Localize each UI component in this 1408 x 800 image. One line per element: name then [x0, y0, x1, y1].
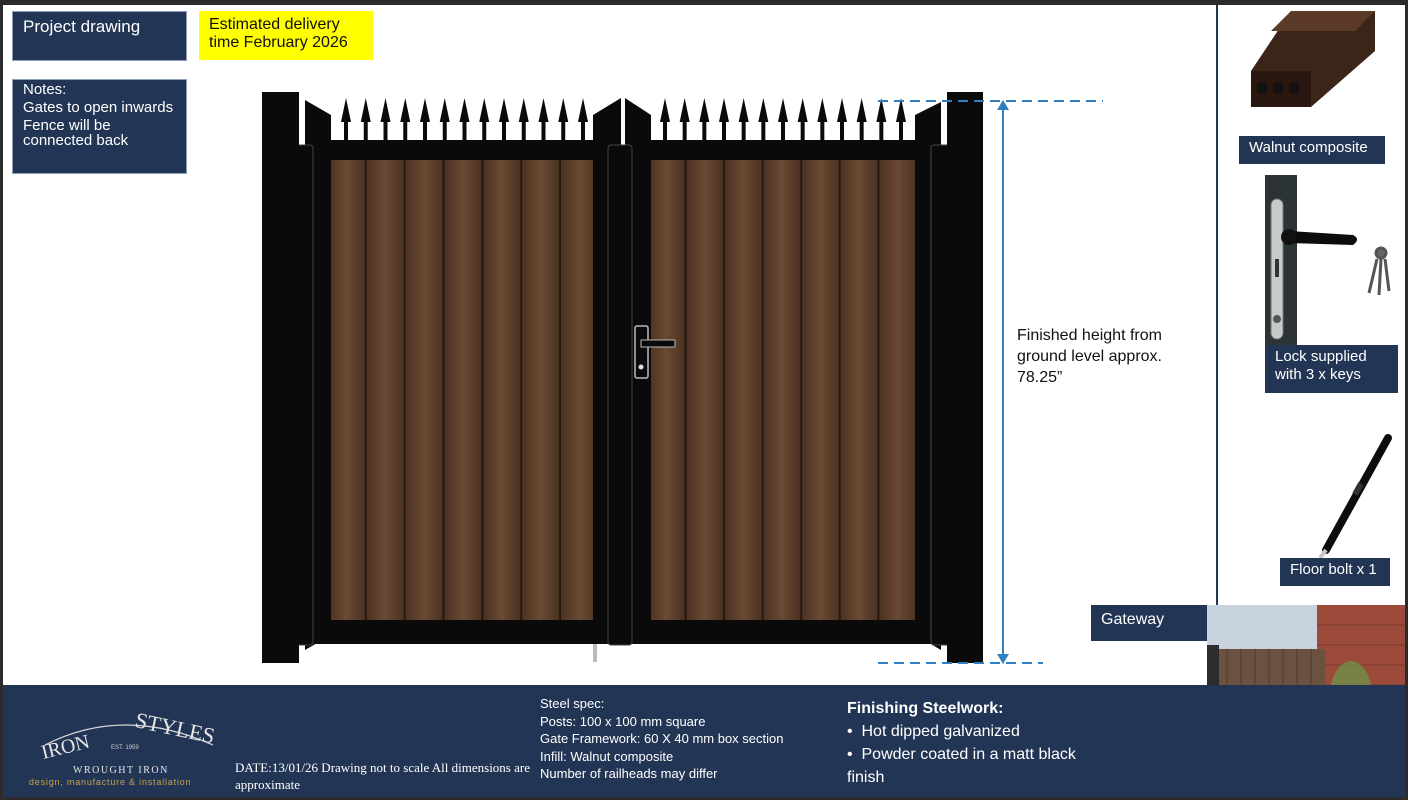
composite-board [445, 158, 482, 620]
composite-board [406, 158, 443, 620]
finishing-heading: Finishing Steelwork: [847, 700, 1004, 717]
finishing-item [847, 743, 1087, 789]
right-railheads [660, 98, 906, 140]
gateway-label: Gateway [1091, 605, 1207, 641]
railhead-spike [381, 98, 391, 140]
railhead-spike [660, 98, 670, 140]
composite-board [522, 158, 559, 620]
railhead-spike [558, 98, 568, 140]
svg-text:EST. 1959: EST. 1959 [111, 745, 139, 751]
floor-bolt-label: Floor bolt x 1 [1280, 558, 1390, 586]
railhead-spike [361, 98, 371, 140]
railhead-spike [817, 98, 827, 140]
railhead-spike [778, 98, 788, 140]
svg-text:WROUGHT IRON: WROUGHT IRON [73, 765, 169, 776]
railhead-spike [440, 98, 450, 140]
right-gate-infill [648, 158, 918, 620]
left-post [262, 92, 299, 663]
railhead-spike [719, 98, 729, 140]
composite-board [764, 158, 801, 620]
note-item: Fence will be connected back [23, 117, 129, 149]
height-note-line-3: 78.25” [1017, 369, 1063, 386]
lock-image [1253, 175, 1393, 345]
railhead-spike [739, 98, 749, 140]
railhead-spike [896, 98, 906, 140]
railhead-spike [460, 98, 470, 140]
steel-spec-line: Number of railheads may differ [540, 766, 718, 781]
finishing-item-text: Hot dipped galvanized [861, 723, 1020, 740]
left-bottom-rail [308, 620, 628, 644]
floor-bolt-image [1308, 430, 1405, 560]
composite-board [648, 158, 685, 620]
composite-board [687, 158, 724, 620]
notes-panel [12, 79, 187, 174]
composite-board [725, 158, 762, 620]
gate-drawing [253, 80, 1113, 690]
railhead-spike [479, 98, 489, 140]
page [3, 5, 1405, 797]
left-top-rail [328, 140, 600, 160]
composite-board [367, 158, 404, 620]
steel-spec [540, 695, 840, 783]
notes-heading: Notes: [23, 81, 67, 98]
railhead-spike [578, 98, 588, 140]
railhead-spike [420, 98, 430, 140]
walnut-composite-image [1251, 11, 1377, 107]
lock-label-line-1: Lock supplied [1275, 348, 1367, 365]
railhead-spike [699, 98, 709, 140]
right-bottom-rail [623, 620, 938, 644]
railhead-spike [758, 98, 768, 140]
railhead-spike [837, 98, 847, 140]
page-title: Project drawing [12, 11, 187, 61]
walnut-composite-label: Walnut composite [1239, 136, 1385, 164]
left-railheads [341, 98, 588, 140]
composite-board [879, 158, 916, 620]
bullet-icon: • [847, 746, 862, 763]
composite-board [802, 158, 839, 620]
height-note [1017, 325, 1207, 388]
svg-text:design, manufacture & installa: design, manufacture & installation [29, 777, 192, 787]
svg-text:STYLES: STYLES [133, 707, 218, 749]
delivery-line-2: time February 2026 [209, 34, 348, 51]
delivery-line-1: Estimated delivery [209, 16, 340, 33]
composite-board [561, 158, 598, 620]
lock-label-line-2: with 3 x keys [1275, 366, 1361, 383]
lock-label [1265, 345, 1398, 393]
finishing-item-text: Powder coated in a matt black finish [847, 746, 1076, 786]
steel-spec-line: Infill: Walnut composite [540, 748, 674, 764]
steel-spec-line: Posts: 100 x 100 mm square [540, 713, 706, 729]
steel-spec-heading: Steel spec: [540, 696, 605, 711]
railhead-spike [857, 98, 867, 140]
railhead-spike [499, 98, 509, 140]
note-item: Gates to open inwards [23, 99, 174, 116]
railhead-spike [798, 98, 808, 140]
railhead-spike [400, 98, 410, 140]
svg-text:IRON: IRON [39, 730, 92, 764]
railhead-spike [876, 98, 886, 140]
iron-styles-logo [23, 705, 233, 795]
composite-board [328, 158, 365, 620]
left-gate-infill [328, 158, 600, 620]
delivery-note [199, 11, 373, 60]
bullet-icon: • [847, 723, 862, 740]
steel-spec-line: Gate Framework: 60 X 40 mm box section [540, 731, 784, 746]
sidebar-divider [1216, 5, 1218, 685]
right-top-rail [648, 140, 918, 160]
height-note-line-2: ground level approx. [1017, 348, 1162, 365]
railhead-spike [519, 98, 529, 140]
railhead-spike [539, 98, 549, 140]
height-note-line-1: Finished height from [1017, 327, 1162, 344]
right-post [947, 92, 983, 663]
railhead-spike [341, 98, 351, 140]
finishing-steelwork [847, 697, 1087, 789]
railhead-spike [680, 98, 690, 140]
composite-board [483, 158, 520, 620]
composite-board [841, 158, 878, 620]
floor-bolt-pin [593, 644, 597, 662]
date-note: DATE:13/01/26 Drawing not to scale All dimensions are approximate [235, 760, 530, 792]
finishing-item [847, 720, 1087, 743]
